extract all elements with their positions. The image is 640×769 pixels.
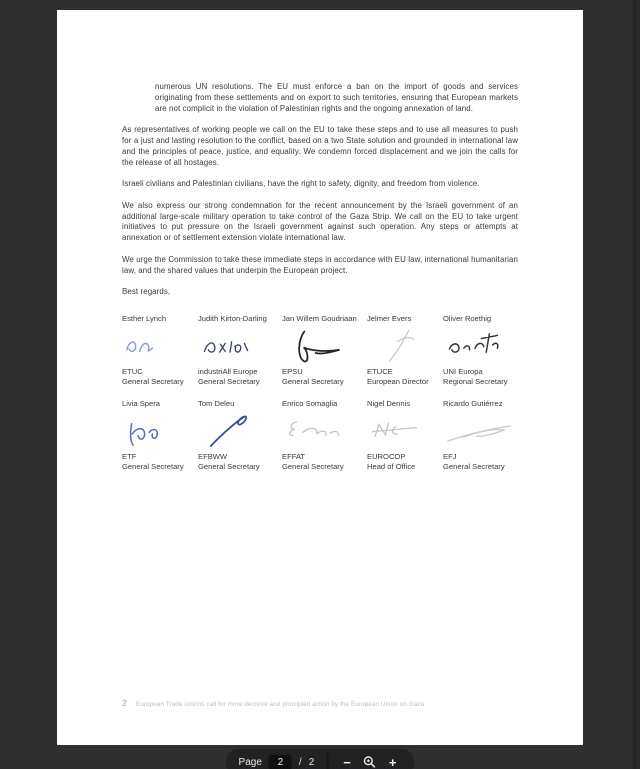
signature-ricardo-gutierrez xyxy=(443,410,515,451)
signatory-title: General Secretary xyxy=(198,377,260,387)
signatory-title: General Secretary xyxy=(282,377,344,387)
signatory-name: Jelmer Evers xyxy=(367,313,412,323)
page-footer xyxy=(122,698,424,708)
signatory-cell xyxy=(198,314,282,388)
magnifier-icon[interactable] xyxy=(363,755,377,769)
viewer-toolbar xyxy=(226,749,415,769)
document-body xyxy=(122,82,518,473)
signature-jelmer-evers xyxy=(367,325,437,366)
signature-row-1 xyxy=(122,314,518,388)
page-separator: / xyxy=(298,756,302,768)
signatory-cell xyxy=(282,399,367,473)
signatory-title: General Secretary xyxy=(122,377,184,387)
signatory-organization: ETUC xyxy=(122,366,143,376)
signatory-organization: ETF xyxy=(122,451,137,461)
paragraph: We urge the Commission to take these immediate steps in accordance with EU law, international humanitarian law, and the shared values that underpin the European project. xyxy=(122,254,518,275)
signatory-cell xyxy=(122,399,198,473)
signatory-name: Enrico Somaglia xyxy=(282,398,338,408)
signatory-organization: EPSU xyxy=(282,366,303,376)
signatory-title: European Director xyxy=(367,377,429,387)
signatory-name: Ricardo Gutiérrez xyxy=(443,398,503,408)
signatory-organization: ETUCE xyxy=(367,366,393,376)
signature-enrico-somaglia xyxy=(282,410,361,451)
paragraph: Israeli civilians and Palestinian civilians, have the right to safety, dignity, and freedom from violence. xyxy=(122,179,480,189)
signatory-name: Livia Spera xyxy=(122,398,160,408)
signatory-cell xyxy=(282,314,367,388)
signatory-name: Nigel Dennis xyxy=(367,398,411,408)
document-page xyxy=(57,10,583,745)
signature-esther-lynch xyxy=(122,325,192,366)
signatory-cell xyxy=(198,399,282,473)
footer-page-number: 2 xyxy=(122,698,128,708)
signatory-title: General Secretary xyxy=(122,462,184,472)
signatory-cell xyxy=(443,314,521,388)
signatory-name: Jan Willem Goudriaan xyxy=(282,313,357,323)
signature-oliver-roethig xyxy=(443,325,515,366)
signatory-title: General Secretary xyxy=(198,462,260,472)
signatory-cell xyxy=(443,399,521,473)
signatory-title: General Secretary xyxy=(282,462,344,472)
signature-tom-deleu xyxy=(198,410,276,451)
signatory-organization: UNI Europa xyxy=(443,366,483,376)
signatory-name: Oliver Roethig xyxy=(443,313,492,323)
signatory-organization: EFJ xyxy=(443,451,457,461)
zoom-controls-group xyxy=(338,754,401,769)
scrollbar[interactable] xyxy=(632,0,640,769)
signatory-name: Esther Lynch xyxy=(122,313,167,323)
page-total: 2 xyxy=(308,756,315,768)
signature-nigel-dennis xyxy=(367,410,437,451)
page-label: Page xyxy=(238,756,262,768)
signatory-organization: EFBWW xyxy=(198,451,228,461)
toolbar-divider xyxy=(326,753,328,769)
signature-jan-willem-goudriaan xyxy=(282,325,361,366)
paragraph: As representatives of working people we call on the EU to take these steps and to use all measures to push for a just and lasting resolution to the conflict, based on a two State solution and grounded in international law and the principles of peace, justice, and equality. We condemn forced displacement and we join the calls for the release of all hostages. xyxy=(122,125,518,167)
signature-row-2 xyxy=(122,399,518,473)
signature-judith-kirton-darling xyxy=(198,325,276,366)
signature-livia-spera xyxy=(122,410,192,451)
closing-salutation: Best regards, xyxy=(122,287,171,297)
paragraph: numerous UN resolutions. The EU must enforce a ban on the import of goods and services originating from these settlements and on export to such territories, ensuring that European markets are not complicit in the violation of Palestinian rights and the ongoing annexation of land. xyxy=(155,82,518,113)
signatory-organization: EFFAT xyxy=(282,451,306,461)
signatory-title: Head of Office xyxy=(367,462,416,472)
signatory-title: General Secretary xyxy=(443,462,505,472)
signatory-cell xyxy=(367,399,443,473)
footer-document-title: European Trade Unions call for more decisive and principled action by the European Union on Gaza xyxy=(136,701,425,708)
paragraph: We also express our strong condemnation for the recent announcement by the Israeli government of an additional large-scale military operation to take control of the Gaza Strip. We call on the EU to take urgent initiatives to put pressure on the Israeli government against such operation. Any steps or attempts at annexation or of settlement extension violate international law. xyxy=(122,200,518,243)
page-number-input[interactable] xyxy=(269,755,292,769)
zoom-out-button[interactable]: − xyxy=(338,754,356,769)
signatory-organization: EUROCOP xyxy=(367,451,406,461)
signatory-title: Regional Secretary xyxy=(443,377,508,387)
scrollbar-track xyxy=(633,0,636,769)
signatory-name: Judith Kirton-Darling xyxy=(198,313,267,323)
signatory-cell xyxy=(122,314,198,388)
zoom-in-button[interactable]: + xyxy=(384,754,402,769)
page-navigation-group xyxy=(239,755,315,769)
signatory-name: Tom Deleu xyxy=(198,398,235,408)
signatory-organization: industriAll Europe xyxy=(198,366,258,376)
signatory-cell xyxy=(367,314,443,388)
